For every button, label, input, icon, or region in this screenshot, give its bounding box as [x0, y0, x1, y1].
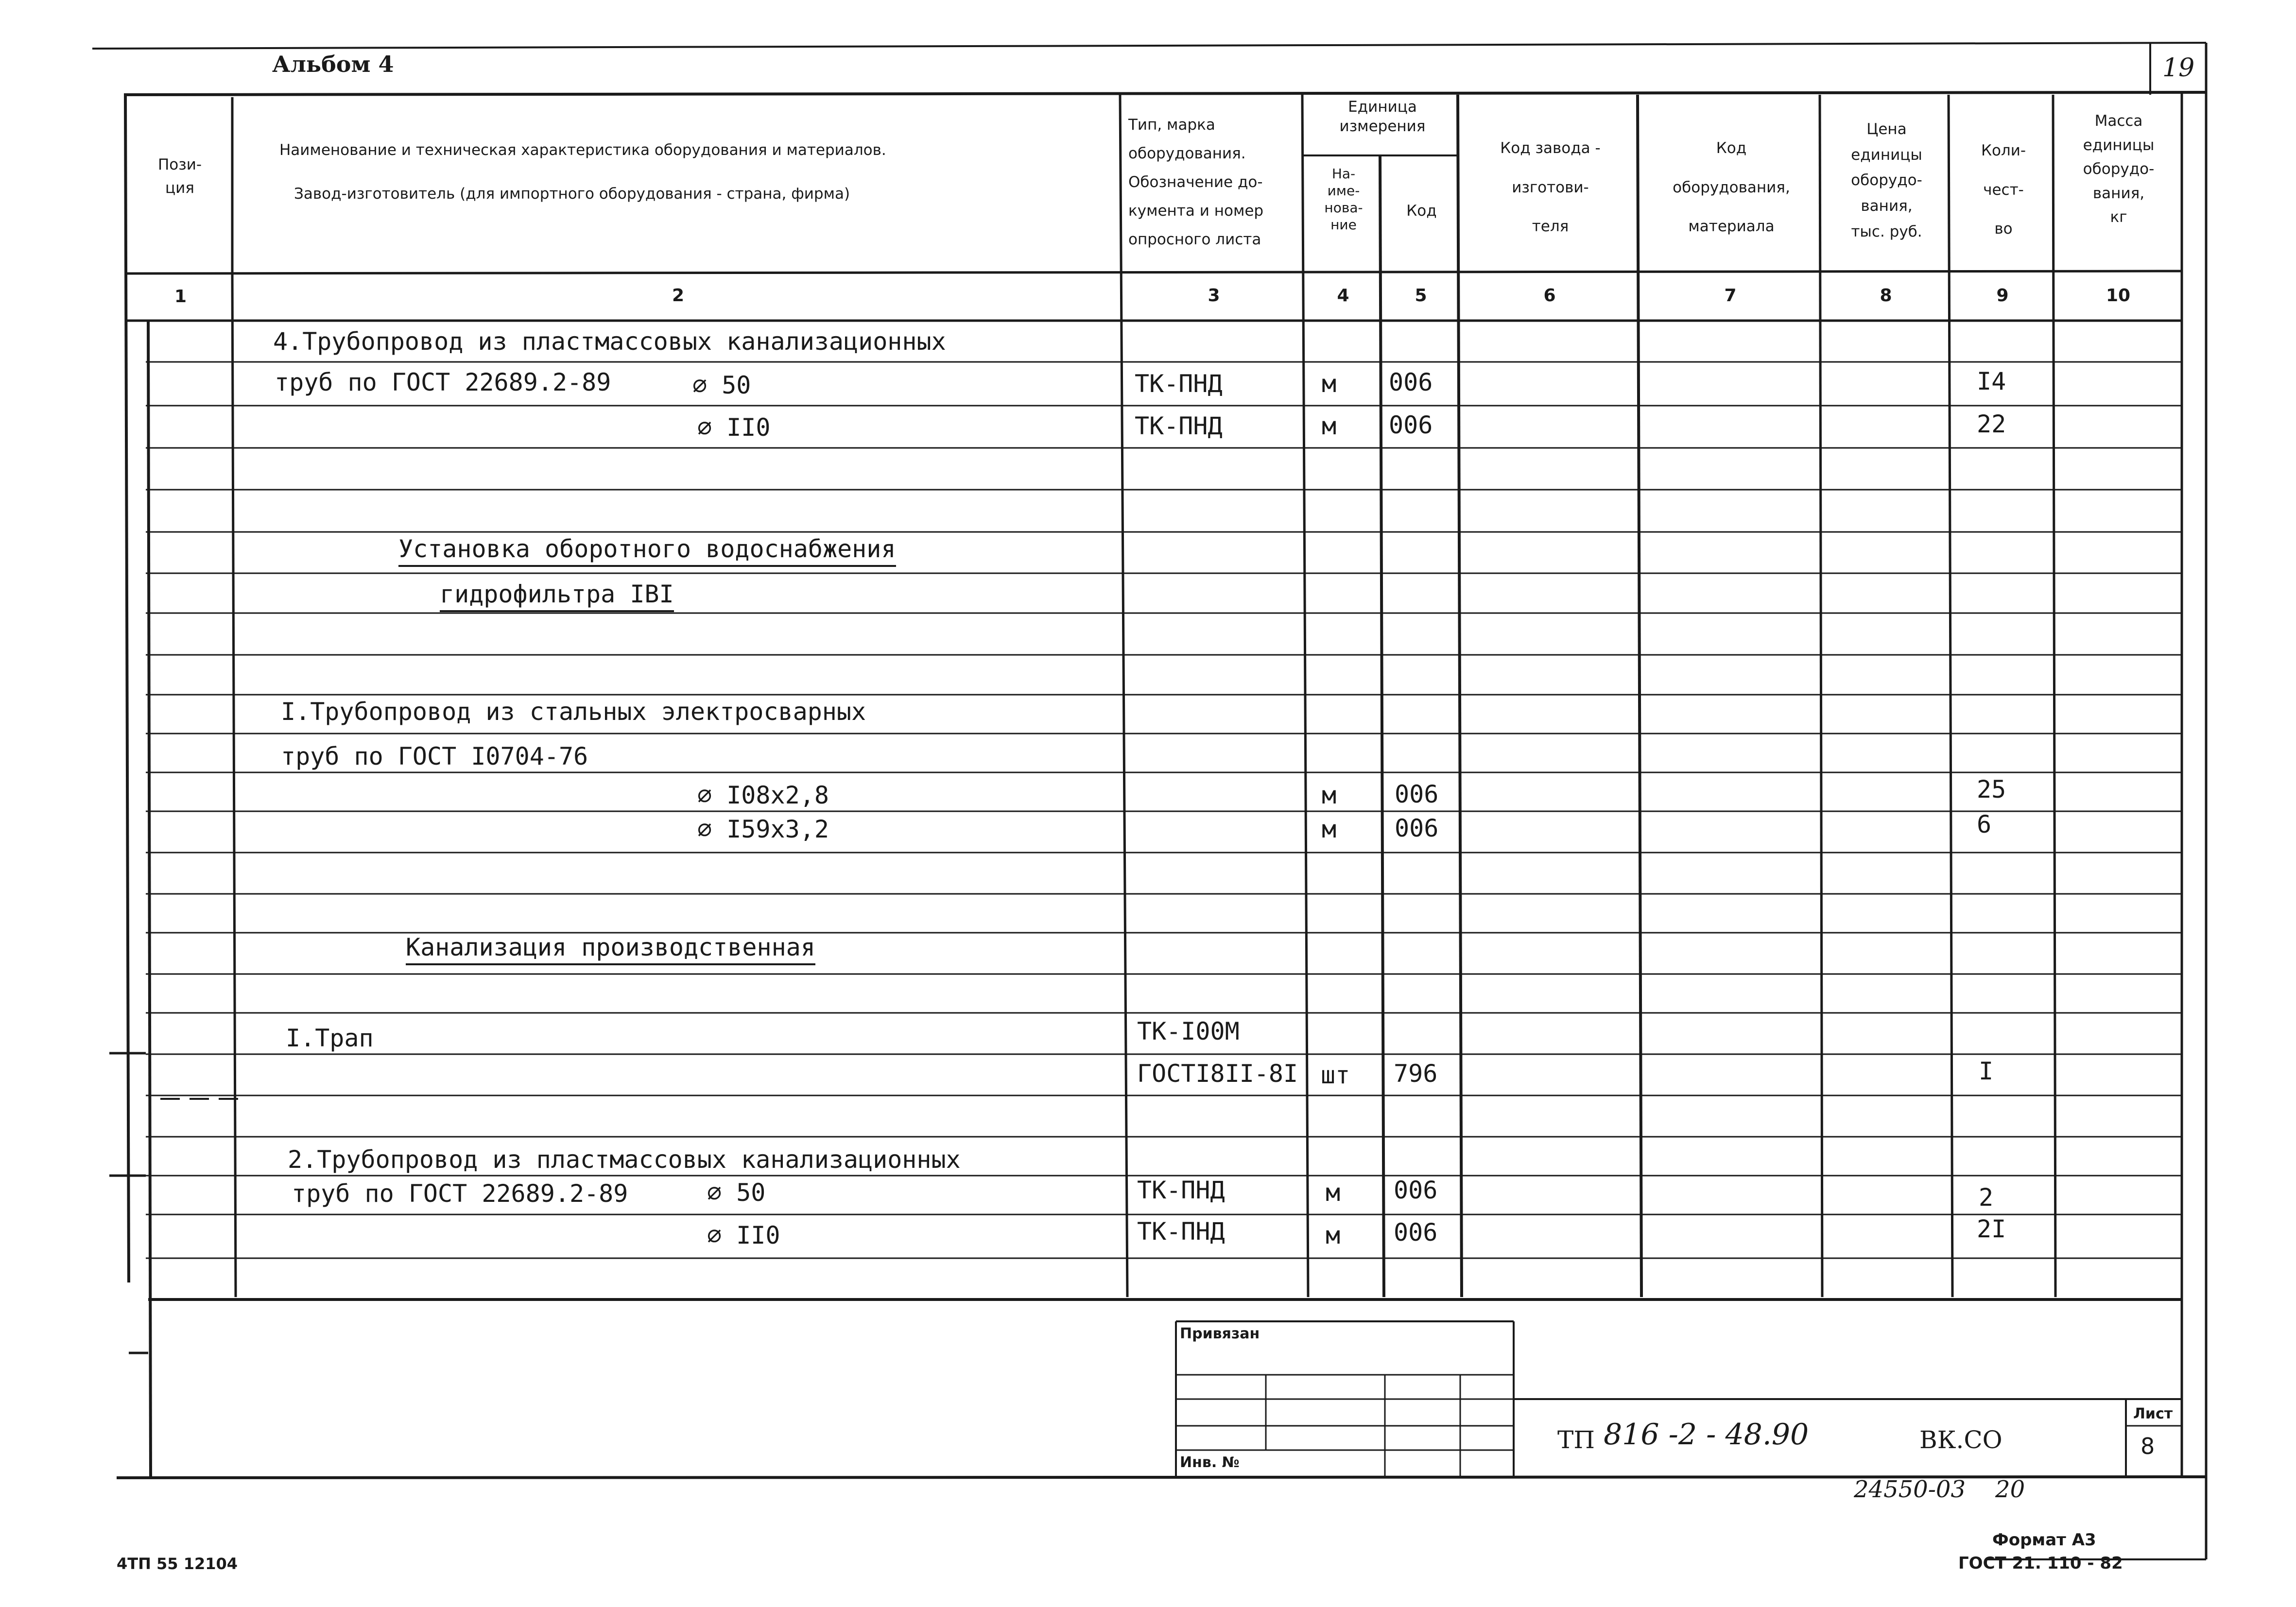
- doc-code: ВК.СО: [1919, 1426, 2003, 1454]
- format-label: Формат А3: [1992, 1530, 2096, 1550]
- row-steel-1-unit: м: [1322, 781, 1337, 809]
- col-header-unit-group: Единица измерения: [1339, 98, 1426, 136]
- col-header-factory-code: Код завода - изготови- теля: [1500, 139, 1601, 236]
- col-header-name-line1: Наименование и техническая характеристика оборудования и материалов.: [279, 141, 886, 159]
- row-3-qty: 22: [1977, 410, 2006, 438]
- col-header-mass: Масса единицы оборудо- вания, кг: [2083, 112, 2155, 226]
- row-3-unit: м: [1322, 412, 1337, 440]
- row-plastic2-1-diameter: ⌀ 50: [707, 1179, 766, 1207]
- row-plastic2-2-type: ТК-ПНД: [1137, 1217, 1225, 1246]
- row-drain-name: I.Трап: [286, 1024, 374, 1052]
- col-number-2: 2: [672, 286, 685, 306]
- col-number-8: 8: [1880, 286, 1892, 306]
- row-3-type: ТК-ПНД: [1135, 412, 1223, 440]
- gost-label: ГОСТ 21. 110 - 82: [1958, 1554, 2123, 1573]
- row-2-unit: м: [1322, 370, 1337, 398]
- row-plastic2-2-qty: 2I: [1977, 1215, 2006, 1243]
- col-header-price: Цена единицы оборудо- вания, тыс. руб.: [1851, 120, 1922, 240]
- col-header-unit-code: Код: [1406, 202, 1437, 220]
- sheet-label: Лист: [2133, 1405, 2173, 1422]
- row-plastic2-name: 2.Трубопровод из пластмассовых канализационных: [288, 1145, 961, 1174]
- row-plastic2-1-code: 006: [1394, 1176, 1438, 1204]
- col-header-type: Тип, марка оборудования. Обозначение до- кумента и номер опросного листа: [1128, 116, 1264, 248]
- row-plastic2-1-qty: 2: [1979, 1183, 1994, 1212]
- row-plastic2-2-diameter: ⌀ II0: [707, 1221, 780, 1249]
- row-steel-1-qty: 25: [1977, 775, 2006, 804]
- stamp-inv-label: Инв. №: [1180, 1454, 1240, 1471]
- col-header-name-line2: Завод-изготовитель (для импортного оборудования - страна, фирма): [294, 185, 850, 203]
- col-number-5: 5: [1415, 286, 1427, 306]
- col-header-quantity: Коли- чест- во: [1981, 142, 2026, 238]
- row-steel-gost: труб по ГОСТ I0704-76: [281, 742, 588, 770]
- doc-number: 816 -2 - 48.90: [1604, 1418, 1809, 1452]
- section-heading-industrial-sewage: Канализация производственная: [406, 935, 815, 959]
- row-1-name: 4.Трубопровод из пластмассовых канализационных: [273, 327, 946, 356]
- row-steel-name: I.Трубопровод из стальных электросварных: [281, 698, 866, 726]
- row-steel-1-code: 006: [1395, 780, 1439, 808]
- col-number-1: 1: [174, 287, 187, 307]
- col-number-10: 10: [2106, 286, 2131, 306]
- row-drain-type: ТК-I00М: [1137, 1017, 1240, 1045]
- row-2-qty: I4: [1977, 367, 2006, 395]
- row-plastic2-2-unit: м: [1326, 1221, 1341, 1249]
- col-header-unit-name: На- име- нова- ние: [1324, 166, 1363, 233]
- stamp-bound-label: Привязан: [1180, 1325, 1260, 1342]
- row-plastic2-gost: труб по ГОСТ 22689.2-89: [292, 1180, 628, 1208]
- row-2-type: ТК-ПНД: [1135, 370, 1223, 398]
- row-steel-2-unit: м: [1322, 815, 1337, 843]
- row-3-diameter: ⌀ II0: [697, 413, 771, 442]
- section-heading-hydrofilter: гидрофильтра IBI: [440, 582, 674, 606]
- col-header-equipment-code: Код оборудования, материала: [1673, 139, 1790, 236]
- row-2-code: 006: [1389, 368, 1433, 396]
- col-number-3: 3: [1208, 286, 1220, 306]
- row-2-name: труб по ГОСТ 22689.2-89: [275, 368, 611, 396]
- section-heading-water-supply: Установка оборотного водоснабжения: [398, 537, 896, 561]
- row-plastic2-1-type: ТК-ПНД: [1137, 1176, 1225, 1204]
- col-number-6: 6: [1543, 286, 1556, 306]
- archive-number: 24550-03 20: [1854, 1476, 2025, 1503]
- row-steel-1-diameter: ⌀ I08x2,8: [697, 781, 829, 809]
- row-2-diameter: ⌀ 50: [692, 371, 751, 399]
- row-drain-unit: шт: [1321, 1061, 1350, 1089]
- row-drain-qty: I: [1979, 1057, 1994, 1085]
- row-steel-2-diameter: ⌀ I59x3,2: [697, 815, 829, 843]
- album-title: Альбом 4: [272, 51, 394, 77]
- row-plastic2-1-unit: м: [1326, 1179, 1341, 1207]
- row-3-code: 006: [1389, 411, 1433, 439]
- sheet-number: 8: [2141, 1433, 2155, 1459]
- doc-prefix: ТП: [1557, 1426, 1595, 1454]
- row-plastic2-2-code: 006: [1394, 1218, 1438, 1247]
- col-number-7: 7: [1724, 286, 1737, 306]
- row-steel-2-code: 006: [1395, 814, 1439, 842]
- col-number-9: 9: [1996, 286, 2009, 306]
- col-number-4: 4: [1337, 286, 1349, 306]
- col-header-position: Пози- ция: [157, 156, 202, 197]
- row-drain-code: 796: [1394, 1060, 1438, 1088]
- row-drain-gost: ГОСТI8II-8I: [1137, 1060, 1298, 1088]
- left-code: 4ТП 55 12104: [117, 1555, 238, 1573]
- row-steel-2-qty: 6: [1977, 810, 1992, 838]
- page-corner-number: 19: [2162, 53, 2195, 83]
